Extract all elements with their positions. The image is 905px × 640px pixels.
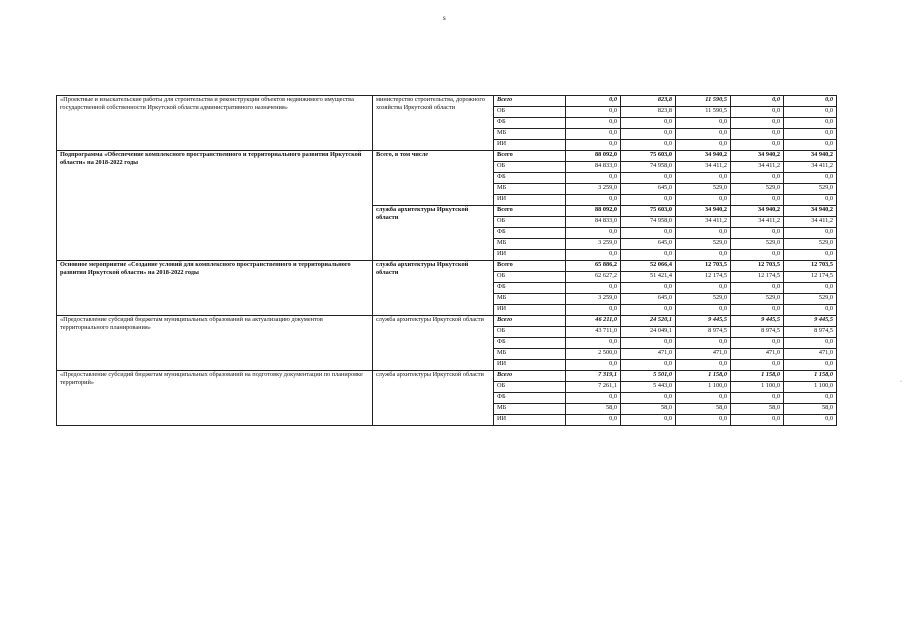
amount-cell: 0,0 — [566, 129, 621, 140]
amount-cell: 0,0 — [731, 338, 784, 349]
funding-source-cell: ИИ — [494, 305, 566, 316]
executor-cell: министерство строительства, дорожного хозяйства Иркутской области — [373, 96, 494, 151]
executor-cell: служба архитектуры Иркутской области — [373, 371, 494, 426]
amount-cell: 5 501,0 — [621, 371, 676, 382]
amount-cell: 0,0 — [731, 393, 784, 404]
amount-cell: 1 158,0 — [784, 371, 837, 382]
amount-cell: 0,0 — [676, 283, 731, 294]
amount-cell: 0,0 — [731, 283, 784, 294]
amount-cell: 0,0 — [566, 415, 621, 426]
amount-cell: 34 940,2 — [731, 151, 784, 162]
amount-cell: 34 411,2 — [784, 217, 837, 228]
funding-source-cell: ОБ — [494, 217, 566, 228]
amount-cell: 1 100,0 — [784, 382, 837, 393]
amount-cell: 0,0 — [566, 250, 621, 261]
amount-cell: 0,0 — [784, 393, 837, 404]
amount-cell: 529,0 — [784, 294, 837, 305]
amount-cell: 0,0 — [784, 118, 837, 129]
amount-cell: 0,0 — [621, 129, 676, 140]
amount-cell: 0,0 — [566, 360, 621, 371]
amount-cell: 529,0 — [784, 239, 837, 250]
amount-cell: 0,0 — [676, 250, 731, 261]
amount-cell: 52 066,4 — [621, 261, 676, 272]
table-row — [57, 96, 837, 107]
amount-cell: 12 174,5 — [676, 272, 731, 283]
funding-source-cell: Всего — [494, 151, 566, 162]
measure-name: Основное мероприятие «Создание условий для комплексного пространственного и территориального развития Иркутской области» на 2018-2022 годы — [57, 261, 373, 316]
amount-cell: 529,0 — [784, 184, 837, 195]
amount-cell: 0,0 — [784, 96, 837, 107]
amount-cell: 12 703,5 — [731, 261, 784, 272]
amount-cell: 58,0 — [621, 404, 676, 415]
amount-cell: 823,8 — [621, 96, 676, 107]
amount-cell: 12 174,5 — [784, 272, 837, 283]
amount-cell: 0,0 — [566, 195, 621, 206]
funding-source-cell: МБ — [494, 184, 566, 195]
funding-source-cell: Всего — [494, 316, 566, 327]
amount-cell: 9 445,5 — [676, 316, 731, 327]
amount-cell: 34 940,2 — [676, 206, 731, 217]
amount-cell: 3 259,0 — [566, 239, 621, 250]
amount-cell: 0,0 — [566, 140, 621, 151]
amount-cell: 0,0 — [676, 228, 731, 239]
amount-cell: 0,0 — [731, 129, 784, 140]
amount-cell: 0,0 — [784, 173, 837, 184]
amount-cell: 88 092,0 — [566, 206, 621, 217]
amount-cell: 0,0 — [566, 283, 621, 294]
amount-cell: 471,0 — [731, 349, 784, 360]
amount-cell: 74 958,0 — [621, 162, 676, 173]
funding-source-cell: ОБ — [494, 162, 566, 173]
amount-cell: 58,0 — [566, 404, 621, 415]
funding-source-cell: Всего — [494, 261, 566, 272]
amount-cell: 529,0 — [731, 294, 784, 305]
amount-cell: 24 049,1 — [621, 327, 676, 338]
funding-source-cell: МБ — [494, 294, 566, 305]
amount-cell: 34 411,2 — [731, 162, 784, 173]
executor-cell: служба архитектуры Иркутской области — [373, 261, 494, 316]
amount-cell: 0,0 — [731, 250, 784, 261]
funding-source-cell: ОБ — [494, 107, 566, 118]
amount-cell: 0,0 — [676, 338, 731, 349]
amount-cell: 0,0 — [566, 338, 621, 349]
amount-cell: 645,0 — [621, 294, 676, 305]
amount-cell: 0,0 — [784, 195, 837, 206]
amount-cell: 0,0 — [566, 228, 621, 239]
amount-cell: 0,0 — [784, 107, 837, 118]
amount-cell: 12 703,5 — [676, 261, 731, 272]
budget-table — [56, 95, 837, 426]
amount-cell: 0,0 — [784, 360, 837, 371]
amount-cell: 0,0 — [784, 228, 837, 239]
amount-cell: 8 974,5 — [784, 327, 837, 338]
amount-cell: 75 603,0 — [621, 206, 676, 217]
amount-cell: 0,0 — [676, 140, 731, 151]
amount-cell: 74 958,0 — [621, 217, 676, 228]
amount-cell: 34 940,2 — [731, 206, 784, 217]
amount-cell: 645,0 — [621, 184, 676, 195]
amount-cell: 1 158,0 — [676, 371, 731, 382]
amount-cell: 0,0 — [676, 305, 731, 316]
funding-source-cell: ИИ — [494, 360, 566, 371]
amount-cell: 75 603,0 — [621, 151, 676, 162]
funding-source-cell: ФБ — [494, 173, 566, 184]
amount-cell: 0,0 — [731, 305, 784, 316]
amount-cell: 645,0 — [621, 239, 676, 250]
amount-cell: 34 940,2 — [676, 151, 731, 162]
amount-cell: 0,0 — [621, 305, 676, 316]
executor-cell: Всего, в том числе — [373, 151, 494, 206]
funding-source-cell: ИИ — [494, 250, 566, 261]
amount-cell: 529,0 — [676, 184, 731, 195]
amount-cell: 0,0 — [784, 305, 837, 316]
amount-cell: 0,0 — [621, 360, 676, 371]
amount-cell: 2 500,0 — [566, 349, 621, 360]
amount-cell: 34 411,2 — [676, 217, 731, 228]
amount-cell: 0,0 — [566, 107, 621, 118]
amount-cell: 823,8 — [621, 107, 676, 118]
amount-cell: 0,0 — [731, 96, 784, 107]
table-row — [57, 261, 837, 272]
funding-source-cell: МБ — [494, 404, 566, 415]
amount-cell: 0,0 — [676, 360, 731, 371]
funding-source-cell: ФБ — [494, 283, 566, 294]
measure-name: Подпрограмма «Обеспечение комплексного пространственного и территориального развития Иркутской области» на 2018-2022 годы — [57, 151, 373, 261]
amount-cell: 9 445,5 — [784, 316, 837, 327]
amount-cell: 12 174,5 — [731, 272, 784, 283]
amount-cell: 0,0 — [676, 118, 731, 129]
amount-cell: 34 411,2 — [731, 217, 784, 228]
amount-cell: 0,0 — [621, 140, 676, 151]
funding-source-cell: ФБ — [494, 338, 566, 349]
funding-source-cell: ФБ — [494, 228, 566, 239]
funding-source-cell: ИИ — [494, 415, 566, 426]
amount-cell: 0,0 — [731, 360, 784, 371]
amount-cell: 9 445,5 — [731, 316, 784, 327]
amount-cell: 471,0 — [676, 349, 731, 360]
executor-cell: служба архитектуры Иркутской области — [373, 316, 494, 371]
funding-source-cell: ОБ — [494, 272, 566, 283]
funding-source-cell: Всего — [494, 371, 566, 382]
amount-cell: 0,0 — [566, 118, 621, 129]
funding-source-cell: Всего — [494, 96, 566, 107]
amount-cell: 0,0 — [621, 250, 676, 261]
amount-cell: 1 100,0 — [676, 382, 731, 393]
amount-cell: 529,0 — [676, 294, 731, 305]
table-row — [57, 371, 837, 382]
amount-cell: 0,0 — [621, 393, 676, 404]
amount-cell: 88 092,0 — [566, 151, 621, 162]
amount-cell: 0,0 — [676, 129, 731, 140]
amount-cell: 471,0 — [621, 349, 676, 360]
amount-cell: 7 319,1 — [566, 371, 621, 382]
amount-cell: 3 259,0 — [566, 294, 621, 305]
amount-cell: 0,0 — [566, 305, 621, 316]
amount-cell: 12 703,5 — [784, 261, 837, 272]
amount-cell: 11 590,5 — [676, 107, 731, 118]
funding-source-cell: ОБ — [494, 327, 566, 338]
funding-source-cell: Всего — [494, 206, 566, 217]
funding-source-cell: ИИ — [494, 140, 566, 151]
amount-cell: 0,0 — [566, 96, 621, 107]
amount-cell: 34 411,2 — [784, 162, 837, 173]
amount-cell: 0,0 — [676, 195, 731, 206]
amount-cell: 58,0 — [731, 404, 784, 415]
page-number: s — [443, 14, 446, 22]
amount-cell: 0,0 — [731, 107, 784, 118]
amount-cell: 43 711,0 — [566, 327, 621, 338]
amount-cell: 34 940,2 — [784, 151, 837, 162]
amount-cell: 51 421,4 — [621, 272, 676, 283]
amount-cell: 46 211,0 — [566, 316, 621, 327]
amount-cell: 529,0 — [731, 184, 784, 195]
amount-cell: 8 974,5 — [731, 327, 784, 338]
funding-source-cell: МБ — [494, 129, 566, 140]
amount-cell: 0,0 — [676, 415, 731, 426]
amount-cell: 0,0 — [621, 195, 676, 206]
funding-source-cell: МБ — [494, 349, 566, 360]
amount-cell: 0,0 — [731, 173, 784, 184]
amount-cell: 0,0 — [566, 393, 621, 404]
amount-cell: 0,0 — [621, 118, 676, 129]
executor-cell: служба архитектуры Иркутской области — [373, 206, 494, 261]
funding-source-cell: МБ — [494, 239, 566, 250]
funding-source-cell: ОБ — [494, 382, 566, 393]
funding-source-cell: ФБ — [494, 393, 566, 404]
funding-source-cell: ИИ — [494, 195, 566, 206]
table-row — [57, 151, 837, 162]
amount-cell: 529,0 — [731, 239, 784, 250]
funding-source-cell: ФБ — [494, 118, 566, 129]
amount-cell: 7 261,1 — [566, 382, 621, 393]
measure-name: «Проектные и изыскательские работы для строительства и реконструкции объектов недвижимого имущества государственной собственности Иркутской области административного назначения» — [57, 96, 373, 151]
amount-cell: 0,0 — [566, 173, 621, 184]
amount-cell: 58,0 — [676, 404, 731, 415]
amount-cell: 5 443,0 — [621, 382, 676, 393]
amount-cell: 0,0 — [731, 228, 784, 239]
amount-cell: 0,0 — [784, 283, 837, 294]
measure-name: «Предоставление субсидий бюджетам муниципальных образований на подготовку документации по планировке территорий» — [57, 371, 373, 426]
amount-cell: 62 627,2 — [566, 272, 621, 283]
amount-cell: 8 974,5 — [676, 327, 731, 338]
amount-cell: 0,0 — [784, 250, 837, 261]
amount-cell: 0,0 — [784, 129, 837, 140]
table-row — [57, 316, 837, 327]
amount-cell: 0,0 — [621, 228, 676, 239]
amount-cell: 0,0 — [621, 283, 676, 294]
amount-cell: 0,0 — [784, 338, 837, 349]
edge-mark: · — [900, 379, 902, 385]
amount-cell: 84 833,0 — [566, 162, 621, 173]
amount-cell: 1 100,0 — [731, 382, 784, 393]
amount-cell: 0,0 — [731, 195, 784, 206]
amount-cell: 34 940,2 — [784, 206, 837, 217]
amount-cell: 34 411,2 — [676, 162, 731, 173]
amount-cell: 1 158,0 — [731, 371, 784, 382]
amount-cell: 0,0 — [731, 118, 784, 129]
amount-cell: 0,0 — [731, 415, 784, 426]
amount-cell: 0,0 — [784, 140, 837, 151]
amount-cell: 0,0 — [784, 415, 837, 426]
amount-cell: 529,0 — [676, 239, 731, 250]
amount-cell: 3 259,0 — [566, 184, 621, 195]
amount-cell: 0,0 — [676, 173, 731, 184]
measure-name: «Предоставление субсидий бюджетам муниципальных образований на актуализацию документов территориального планирования» — [57, 316, 373, 371]
amount-cell: 24 520,1 — [621, 316, 676, 327]
amount-cell: 471,0 — [784, 349, 837, 360]
amount-cell: 58,0 — [784, 404, 837, 415]
amount-cell: 0,0 — [731, 140, 784, 151]
amount-cell: 0,0 — [621, 415, 676, 426]
amount-cell: 0,0 — [621, 173, 676, 184]
amount-cell: 11 590,5 — [676, 96, 731, 107]
amount-cell: 84 833,0 — [566, 217, 621, 228]
amount-cell: 0,0 — [621, 338, 676, 349]
amount-cell: 0,0 — [676, 393, 731, 404]
amount-cell: 65 886,2 — [566, 261, 621, 272]
